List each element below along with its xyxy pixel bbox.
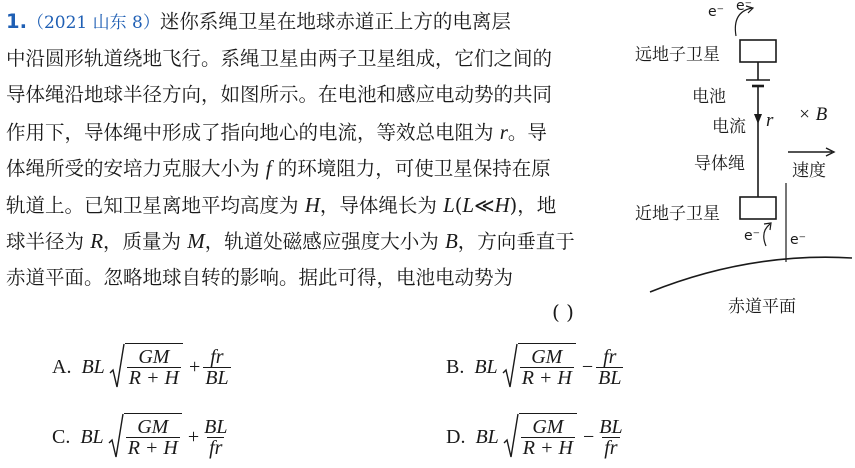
question-stem	[6, 4, 616, 296]
math-symbol: ≪	[474, 193, 495, 217]
electron-path-bottom	[764, 224, 770, 246]
stem-text: 导体绳沿地球半径方向，如图所示。在电池和感应电动势的共同	[6, 83, 553, 106]
electron-label: e⁻	[744, 228, 761, 244]
stem-text: (	[454, 193, 463, 217]
math-var: R	[90, 229, 104, 253]
operator: −	[581, 355, 594, 378]
sqrt-expression	[109, 343, 183, 391]
stem-text: 。导	[507, 120, 547, 144]
radical-sign-icon	[502, 343, 518, 391]
radicand-fraction	[127, 347, 181, 388]
stem-text: 球半径为	[6, 230, 91, 253]
near-satellite-box	[740, 197, 776, 219]
fraction-numerator: GM	[531, 346, 563, 368]
math-var: M	[187, 229, 205, 253]
stem-text: ，轨道处磁感应强度大小为	[204, 230, 445, 253]
fraction-denominator: R + H	[127, 437, 178, 459]
earth-surface-arc	[650, 257, 852, 292]
fraction-denominator: BL	[598, 366, 622, 389]
stem-text: ，质量为	[103, 230, 188, 253]
fraction-numerator: GM	[138, 346, 170, 368]
math-var: r	[499, 119, 508, 144]
radical-sign-icon	[108, 413, 124, 461]
fraction-denominator: R + H	[522, 437, 573, 459]
stem-text: 赤道平面。忽略地球自转的影响。据此可得，电池电动势为	[6, 265, 514, 289]
fraction-denominator: R + H	[128, 367, 179, 389]
option-a[interactable]	[52, 343, 231, 391]
stem-line-7	[6, 223, 616, 260]
question-number: 1.	[6, 10, 27, 33]
magnetic-field-label: × B	[798, 104, 828, 125]
option-label: D.	[446, 425, 466, 448]
option-coefficient: BL	[81, 355, 105, 378]
option-label: C.	[52, 425, 71, 448]
fraction-numerator: fr	[603, 345, 617, 368]
stem-text: )，地	[509, 193, 557, 217]
fraction-numerator: BL	[599, 415, 623, 438]
fraction-numerator: BL	[204, 415, 228, 438]
fraction-numerator: fr	[210, 345, 224, 368]
fraction-denominator: fr	[604, 436, 618, 459]
radical-sign-icon	[503, 413, 519, 461]
fraction-numerator: GM	[137, 416, 169, 438]
radical-sign-icon	[109, 343, 125, 391]
sqrt-expression	[108, 413, 182, 461]
math-var: B	[444, 229, 458, 253]
far-satellite-box	[740, 40, 776, 62]
option-fraction	[596, 347, 623, 388]
answer-bracket: ( )	[552, 300, 574, 324]
operator: +	[188, 355, 201, 378]
math-var: f	[265, 156, 272, 180]
option-fraction	[203, 347, 230, 388]
electron-label: e⁻	[708, 4, 725, 20]
stem-text: 的环境阻力，可使卫星保持在原	[271, 157, 551, 180]
math-var: L	[462, 192, 475, 217]
stem-text: 作用下，导体绳中形成了指向地心的电流，等效总电阻为	[6, 120, 500, 144]
velocity-label: 速度	[792, 161, 826, 181]
math-var: H	[494, 192, 510, 217]
equator-plane-label: 赤道平面	[728, 297, 796, 317]
far-satellite-label: 远地子卫星	[635, 45, 720, 65]
near-satellite-label: 近地子卫星	[635, 204, 720, 224]
current-symbol: r	[766, 110, 774, 131]
operator: −	[582, 425, 595, 448]
option-label: A.	[52, 355, 72, 378]
stem-line-6	[6, 187, 616, 224]
radicand-fraction	[520, 347, 574, 388]
option-coefficient: BL	[80, 425, 104, 448]
stem-line-4	[6, 114, 616, 151]
fraction-denominator: fr	[209, 436, 223, 459]
math-var: L	[443, 192, 455, 217]
stem-text: 体绳所受的安培力克服大小为	[6, 157, 266, 180]
option-coefficient: BL	[475, 425, 499, 448]
current-label: 电流	[712, 117, 746, 137]
stem-text: ，导体绳长为	[319, 193, 444, 217]
tether-label: 导体绳	[694, 154, 745, 174]
radicand-fraction	[126, 417, 180, 458]
option-d[interactable]	[446, 413, 625, 461]
stem-text: 迷你系绳卫星在地球赤道正上方的电离层	[159, 10, 511, 33]
radicand-fraction	[521, 417, 575, 458]
option-b[interactable]	[446, 343, 623, 391]
fraction-numerator: GM	[532, 416, 564, 438]
sqrt-expression	[502, 343, 576, 391]
battery-label: 电池	[692, 87, 726, 107]
option-fraction	[202, 417, 229, 458]
stem-line-2	[6, 41, 616, 78]
sqrt-expression	[503, 413, 577, 461]
current-arrow	[754, 114, 762, 124]
option-fraction	[597, 417, 624, 458]
fraction-denominator: R + H	[521, 367, 572, 389]
stem-line-5	[6, 150, 616, 187]
stem-line-8	[6, 260, 616, 297]
stem-text: ，方向垂直于	[457, 230, 575, 253]
option-label: B.	[446, 355, 465, 378]
stem-text: 中沿圆形轨道绕地飞行。系绳卫星由两子卫星组成，它们之间的	[6, 46, 553, 70]
electron-label: e⁻	[736, 0, 753, 14]
stem-line-3	[6, 77, 616, 114]
option-coefficient: BL	[474, 355, 498, 378]
electron-label: e⁻	[790, 232, 807, 248]
option-c[interactable]	[52, 413, 229, 461]
operator: +	[187, 425, 200, 448]
math-var: H	[304, 192, 320, 217]
fraction-denominator: BL	[205, 366, 229, 389]
question-source: （2021 山东 8）	[26, 13, 160, 33]
stem-line-1	[6, 4, 616, 41]
stem-text: 轨道上。已知卫星离地平均高度为	[6, 193, 305, 217]
